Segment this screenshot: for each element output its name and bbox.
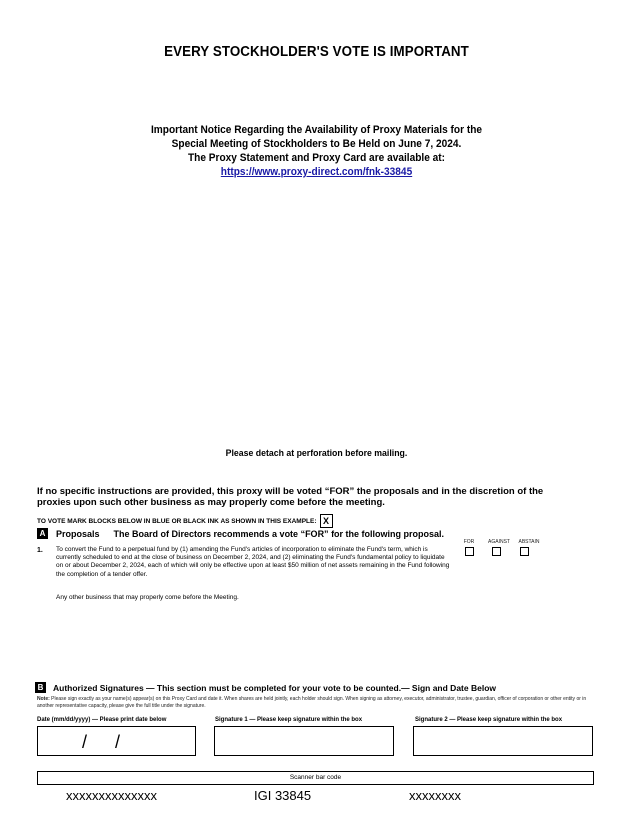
vote-header-abstain: ABSTAIN (518, 539, 540, 545)
default-vote-instructions: If no specific instructions are provided, this proxy will be voted “FOR” the proposals and in the discretion of the proxies upon such other business as may properly come before the meeting. (37, 486, 544, 508)
proposal-text: To convert the Fund to a perpetual fund by (1) amending the Fund's articles of incorporation to eliminate the Fund's term, which is currently scheduled to end at the close of business on December 2, 2024, and (2) eliminating the Fund's fundamental policy to liquidate on or about December 2, 2024, each of which will only be effective upon at least $50 million of net assets remaining in the Fund following the completion of a tender offer. (56, 546, 450, 578)
footer-center-code: IGI 33845 (254, 788, 312, 803)
vote-header-against: AGAINST (488, 539, 510, 545)
scanner-barcode-area: Scanner bar code (37, 771, 594, 785)
section-a-badge: A (37, 528, 48, 539)
signature-note (37, 696, 593, 709)
vote-against-checkbox[interactable] (492, 547, 501, 556)
signature-2-field[interactable] (413, 726, 593, 756)
section-a-label: Proposals (56, 528, 100, 539)
vote-abstain-checkbox[interactable] (520, 547, 529, 556)
section-b-header (35, 682, 496, 693)
notice-line-1: Important Notice Regarding the Availability of Proxy Materials for the (150, 124, 483, 136)
mark-instruction (37, 514, 333, 528)
section-b-label: Authorized Signatures — This section must be completed for your vote to be counted.— Sign and Date Below (53, 682, 496, 693)
note-text: Please sign exactly as your name(s) appear(s) on this Proxy Card and date it. When shares are held jointly, each holder should sign. When signing as attorney, executor, administrator, trustee, guardian, officer of corporation or other entity or in another representative capacity, please give the full title under the signature. (37, 696, 587, 709)
section-a-header (37, 528, 444, 539)
section-b-badge: B (35, 682, 46, 693)
example-mark-box: X (320, 514, 333, 528)
date-label: Date (mm/dd/yyyy) — Please print date below (37, 717, 167, 723)
note-label: Note: (37, 696, 50, 702)
vote-for-checkbox[interactable] (465, 547, 474, 556)
page-title: EVERY STOCKHOLDER'S VOTE IS IMPORTANT (164, 44, 469, 60)
signature-1-field[interactable] (214, 726, 394, 756)
mark-instruction-text: TO VOTE MARK BLOCKS BELOW IN BLUE OR BLACK INK AS SHOWN IN THIS EXAMPLE: (37, 517, 317, 525)
detach-instruction: Please detach at perforation before mailing. (225, 448, 408, 459)
board-recommendation: The Board of Directors recommends a vote “FOR” for the following proposal. (113, 528, 445, 539)
proposal-number: 1. (37, 547, 43, 554)
date-slash: / (115, 732, 121, 752)
other-business-text: Any other business that may properly come before the Meeting. (56, 594, 239, 601)
proxy-materials-link[interactable]: https://www.proxy-direct.com/fnk-33845 (220, 166, 413, 178)
proxy-notice (0, 123, 633, 179)
date-slash: / (82, 732, 88, 752)
notice-line-2: Special Meeting of Stockholders to Be Held on June 7, 2024. (171, 138, 462, 150)
vote-option-headers (461, 539, 543, 545)
footer-left-code: xxxxxxxxxxxxxx (66, 788, 157, 803)
signature-1-label: Signature 1 — Please keep signature within the box (215, 717, 363, 723)
vote-header-for: FOR (463, 539, 475, 545)
date-separators (82, 732, 120, 753)
footer-right-code: xxxxxxxx (409, 788, 461, 803)
notice-line-3: The Proxy Statement and Proxy Card are available at: (187, 152, 446, 164)
signature-2-label: Signature 2 — Please keep signature within the box (415, 717, 563, 723)
